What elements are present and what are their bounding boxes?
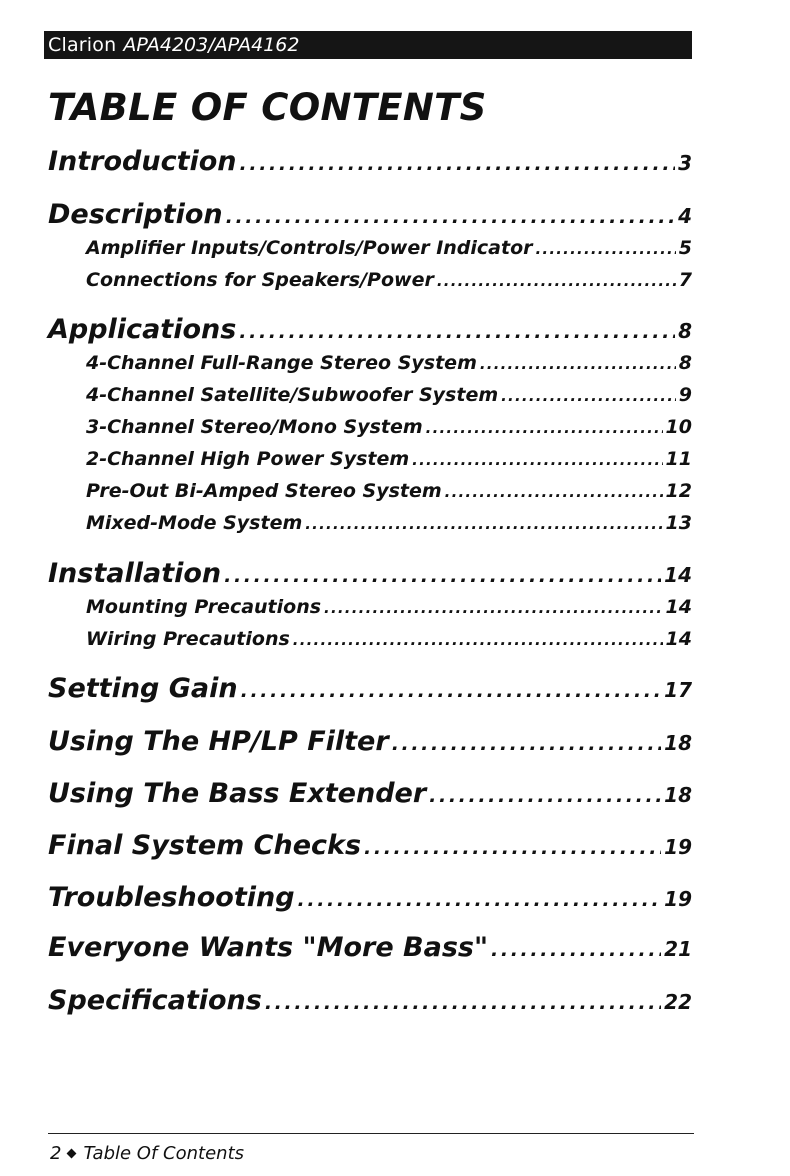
toc-entry-specifications[interactable] [48, 985, 692, 1016]
toc-entry-pre-out-bi-amped[interactable] [86, 480, 692, 502]
toc-entry-page: 19 [664, 835, 692, 859]
toc-entry-4ch-full-range[interactable] [86, 352, 692, 374]
dot-leader [226, 199, 675, 230]
dot-leader [501, 384, 676, 406]
dot-leader [305, 512, 662, 534]
toc-entry-amplifier-inputs[interactable] [86, 237, 692, 259]
brand-name: Clarion [48, 34, 117, 56]
page-title: TABLE OF CONTENTS [48, 86, 487, 129]
toc-entry-description[interactable] [48, 199, 692, 230]
toc-entry-page: 18 [664, 731, 692, 755]
toc-entry-page: 3 [678, 151, 692, 175]
toc-entry-label: Setting Gain [48, 673, 238, 704]
toc-entry-page: 9 [678, 384, 692, 406]
toc-entry-label: 2-Channel High Power System [86, 448, 410, 470]
toc-entry-label: Using The HP/LP Filter [48, 726, 389, 757]
toc-entry-page: 14 [665, 628, 692, 650]
dot-leader [480, 352, 676, 374]
toc-entry-connections[interactable] [86, 269, 692, 291]
dot-leader [298, 882, 662, 913]
toc-entry-label: Pre-Out Bi-Amped Stereo System [86, 480, 442, 502]
toc-entry-label: Specifications [48, 985, 262, 1016]
dot-leader [324, 596, 663, 618]
toc-entry-label: 4-Channel Full-Range Stereo System [86, 352, 477, 374]
toc-entry-applications[interactable] [48, 314, 692, 345]
header-bar [44, 31, 692, 59]
toc-entry-installation[interactable] [48, 558, 692, 589]
dot-leader [241, 673, 662, 704]
toc-entry-label: Connections for Speakers/Power [86, 269, 434, 291]
toc-entry-page: 21 [664, 937, 692, 961]
toc-entry-page: 8 [678, 319, 692, 343]
dot-leader [445, 480, 663, 502]
toc-entry-page: 7 [678, 269, 692, 291]
dot-leader [364, 830, 661, 861]
toc-entry-label: Amplifier Inputs/Controls/Power Indicator [86, 237, 533, 259]
toc-entry-label: Final System Checks [48, 830, 362, 861]
toc-entry-label: Using The Bass Extender [48, 778, 427, 809]
toc-entry-label: Everyone Wants "More Bass" [48, 932, 489, 963]
footer-section-name: Table Of Contents [83, 1143, 245, 1164]
dot-leader [293, 628, 663, 650]
toc-entry-troubleshooting[interactable] [48, 882, 692, 913]
toc-entry-introduction[interactable] [48, 146, 692, 177]
toc-entry-page: 14 [664, 563, 692, 587]
dot-leader [437, 269, 676, 291]
footer-divider [48, 1133, 694, 1134]
toc-entry-page: 8 [678, 352, 692, 374]
toc-entry-label: Mixed-Mode System [86, 512, 303, 534]
toc-entry-bass-extender[interactable] [48, 778, 692, 809]
dot-leader [412, 448, 662, 470]
toc-entry-label: Installation [48, 558, 222, 589]
dot-leader [491, 932, 661, 963]
toc-entry-wiring-precautions[interactable] [86, 628, 692, 650]
toc-entry-page: 22 [664, 990, 692, 1014]
toc-entry-label: Description [48, 199, 223, 230]
toc-entry-page: 5 [678, 237, 692, 259]
toc-entry-page: 19 [664, 887, 692, 911]
footer-page-number: 2 [50, 1143, 62, 1164]
model-number: APA4203/APA4162 [123, 34, 300, 56]
toc-entry-label: Applications [48, 314, 237, 345]
dot-leader [224, 558, 661, 589]
toc-entry-setting-gain[interactable] [48, 673, 692, 704]
diamond-icon [67, 1149, 77, 1159]
toc-entry-page: 10 [665, 416, 692, 438]
toc-entry-mounting-precautions[interactable] [86, 596, 692, 618]
toc-entry-4ch-satellite[interactable] [86, 384, 692, 406]
page-footer [50, 1143, 244, 1164]
toc-entry-page: 14 [665, 596, 692, 618]
dot-leader [265, 985, 661, 1016]
toc-entry-label: 3-Channel Stereo/Mono System [86, 416, 423, 438]
toc-entry-label: Mounting Precautions [86, 596, 322, 618]
dot-leader [392, 726, 661, 757]
toc-entry-3ch-stereo-mono[interactable] [86, 416, 692, 438]
dot-leader [426, 416, 663, 438]
toc-entry-page: 17 [664, 678, 692, 702]
toc-entry-label: Wiring Precautions [86, 628, 290, 650]
dot-leader [240, 146, 676, 177]
toc-entry-label: Introduction [48, 146, 237, 177]
dot-leader [536, 237, 676, 259]
toc-entry-2ch-high-power[interactable] [86, 448, 692, 470]
toc-entry-mixed-mode[interactable] [86, 512, 692, 534]
toc-entry-page: 13 [665, 512, 692, 534]
dot-leader [239, 314, 675, 345]
toc-entry-page: 11 [665, 448, 692, 470]
toc-entry-page: 18 [664, 783, 692, 807]
toc-entry-label: 4-Channel Satellite/Subwoofer System [86, 384, 499, 406]
toc-entry-final-system-checks[interactable] [48, 830, 692, 861]
toc-entry-hp-lp-filter[interactable] [48, 726, 692, 757]
toc-entry-page: 12 [665, 480, 692, 502]
dot-leader [429, 778, 661, 809]
toc-entry-label: Troubleshooting [48, 882, 295, 913]
toc-entry-more-bass[interactable] [48, 932, 692, 963]
toc-entry-page: 4 [678, 204, 692, 228]
